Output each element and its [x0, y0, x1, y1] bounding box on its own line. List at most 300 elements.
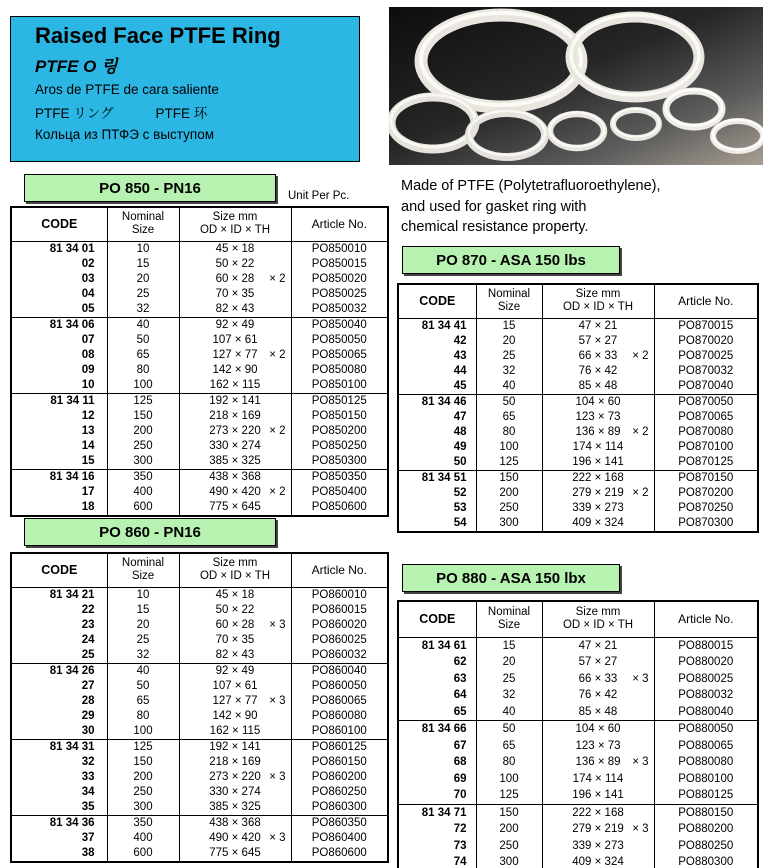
cell-code: 27: [81, 679, 95, 692]
cell-code: 69: [453, 772, 467, 785]
cell-size-mm: [542, 455, 654, 471]
cell-article-no: PO860020: [291, 618, 388, 633]
cell-nominal-size: 350: [107, 469, 179, 485]
cell-article-no: PO850020: [291, 272, 388, 287]
table-row: [398, 486, 758, 501]
table-row: [11, 317, 388, 333]
subtitle-spanish: Aros de PTFE de cara saliente: [35, 82, 219, 97]
cell-code: 14: [81, 439, 95, 452]
cell-size-mm: [542, 854, 654, 868]
thickness-note: × 3: [269, 831, 286, 844]
cell-nominal-size: 250: [476, 838, 542, 855]
cell-article-no: PO870300: [654, 516, 758, 532]
size-od-id: 85 × 48: [578, 705, 618, 718]
size-od-id: 218 × 169: [209, 755, 261, 768]
cell-size-mm: [542, 687, 654, 704]
size-od-id: 107 × 61: [212, 333, 258, 346]
table-row: [11, 694, 388, 709]
cell-nominal-size: 350: [107, 815, 179, 831]
size-od-id: 409 × 324: [572, 856, 624, 868]
column-header-code: CODE: [398, 284, 476, 318]
column-header-nominal-size: [107, 207, 179, 241]
subtitle-japanese: PTFE リング: [35, 106, 114, 121]
cell-nominal-size: 50: [107, 333, 179, 348]
table-row: [11, 663, 388, 679]
size-od-id: 57 × 27: [578, 656, 618, 668]
column-header-nominal-size: [476, 284, 542, 318]
cell-size-mm: [179, 393, 291, 409]
cell-code: 10: [81, 378, 95, 391]
table-row: [11, 333, 388, 348]
cell-article-no: PO880080: [654, 754, 758, 771]
size-od-id: 385 × 325: [209, 800, 261, 813]
cell-code: 73: [453, 839, 467, 852]
header-line: Nominal: [487, 288, 531, 301]
size-od-id: 123 × 73: [575, 410, 621, 423]
table-row: [398, 804, 758, 821]
cell-code: 25: [81, 648, 95, 661]
cell-nominal-size: 300: [476, 854, 542, 868]
cell-nominal-size: 40: [476, 379, 542, 395]
cell-size-mm: [542, 771, 654, 788]
cell-code: 81 34 01: [11, 241, 107, 257]
thickness-note: × 2: [269, 348, 286, 361]
cell-size-mm: [542, 821, 654, 838]
table-header-row: [398, 601, 758, 637]
cell-article-no: PO870150: [654, 470, 758, 486]
table-header-row: [11, 207, 388, 241]
table-row: [11, 648, 388, 664]
cell-size-mm: [542, 516, 654, 532]
size-od-id: 76 × 42: [578, 364, 618, 377]
size-od-id: 339 × 273: [572, 501, 624, 514]
cell-article-no: PO860032: [291, 648, 388, 664]
column-header-code: CODE: [11, 207, 107, 241]
cell-size-mm: [179, 694, 291, 709]
thickness-note: × 2: [632, 486, 649, 499]
cell-article-no: PO850300: [291, 454, 388, 470]
table-row: [11, 500, 388, 516]
cell-code: 81 34 11: [11, 393, 107, 409]
cell-article-no: PO850400: [291, 485, 388, 500]
cell-article-no: PO850125: [291, 393, 388, 409]
column-header-article-no: Article No.: [654, 601, 758, 637]
cell-article-no: PO880032: [654, 687, 758, 704]
subtitle-russian: Кольца из ПТФЭ с выступом: [35, 127, 214, 142]
cell-code: 23: [81, 618, 95, 631]
size-od-id: 136 × 89: [575, 425, 621, 438]
cell-nominal-size: 125: [107, 393, 179, 409]
cell-nominal-size: 50: [107, 679, 179, 694]
size-od-id: 107 × 61: [212, 679, 258, 692]
cell-article-no: PO850025: [291, 287, 388, 302]
cell-size-mm: [542, 704, 654, 721]
cell-nominal-size: 100: [476, 771, 542, 788]
cell-nominal-size: 25: [107, 287, 179, 302]
cell-nominal-size: 400: [107, 831, 179, 846]
table-po860: [10, 552, 389, 863]
cell-size-mm: [542, 364, 654, 379]
cell-code: 81 34 41: [398, 318, 476, 334]
cell-article-no: PO850065: [291, 348, 388, 363]
table-row: [11, 302, 388, 318]
header-line: OD × ID × TH: [199, 224, 271, 237]
header-line: Nominal: [121, 557, 165, 570]
cell-size-mm: [179, 241, 291, 257]
header-line: Size: [131, 570, 155, 583]
cell-size-mm: [179, 709, 291, 724]
size-od-id: 775 × 645: [209, 846, 261, 859]
cell-nominal-size: 65: [107, 694, 179, 709]
cell-nominal-size: 80: [476, 754, 542, 771]
table-row: [398, 854, 758, 868]
cell-code: 17: [81, 485, 95, 498]
size-od-id: 85 × 48: [578, 379, 618, 392]
cell-size-mm: [179, 770, 291, 785]
cell-size-mm: [179, 348, 291, 363]
cell-nominal-size: 20: [476, 654, 542, 671]
table-row: [11, 378, 388, 394]
cell-nominal-size: 20: [107, 272, 179, 287]
cell-article-no: PO860010: [291, 587, 388, 603]
cell-nominal-size: 65: [476, 410, 542, 425]
size-od-id: 222 × 168: [572, 471, 624, 484]
table-header-row: [11, 553, 388, 587]
cell-size-mm: [542, 787, 654, 804]
cell-nominal-size: 65: [476, 738, 542, 755]
size-od-id: 127 × 77: [212, 694, 258, 707]
column-header-article-no: Article No.: [654, 284, 758, 318]
thickness-note: × 2: [269, 424, 286, 437]
table-row: [11, 363, 388, 378]
cell-nominal-size: 150: [107, 409, 179, 424]
cell-code: 63: [453, 672, 467, 685]
cell-nominal-size: 32: [107, 648, 179, 664]
cell-article-no: PO880150: [654, 804, 758, 821]
size-od-id: 339 × 273: [572, 839, 624, 852]
cell-nominal-size: 32: [476, 687, 542, 704]
table-row: [398, 754, 758, 771]
cell-nominal-size: 80: [107, 709, 179, 724]
table-row: [398, 516, 758, 532]
cell-code: 12: [81, 409, 95, 422]
cell-nominal-size: 250: [107, 785, 179, 800]
header-line: Size mm: [575, 288, 621, 301]
cell-code: 70: [453, 789, 467, 801]
table-row: [398, 738, 758, 755]
cell-code: 81 34 51: [398, 470, 476, 486]
cell-article-no: PO880200: [654, 821, 758, 838]
cell-size-mm: [179, 831, 291, 846]
cell-nominal-size: 40: [107, 663, 179, 679]
cell-nominal-size: 300: [476, 516, 542, 532]
cell-nominal-size: 15: [476, 637, 542, 654]
cell-size-mm: [542, 334, 654, 349]
cell-size-mm: [179, 755, 291, 770]
cell-code: 22: [81, 603, 95, 616]
cell-article-no: PO870250: [654, 501, 758, 516]
size-od-id: 273 × 220: [209, 424, 261, 437]
size-od-id: 162 × 115: [209, 378, 261, 391]
size-od-id: 438 × 368: [209, 816, 261, 829]
cell-code: 37: [81, 831, 95, 844]
table-row: [11, 800, 388, 816]
cell-size-mm: [179, 333, 291, 348]
cell-nominal-size: 300: [107, 800, 179, 816]
cell-code: 54: [453, 516, 467, 529]
cell-nominal-size: 200: [476, 486, 542, 501]
column-header-code: CODE: [398, 601, 476, 637]
size-od-id: 162 × 115: [209, 724, 261, 737]
cell-code: 53: [453, 501, 467, 514]
table-header-row: [398, 284, 758, 318]
cell-article-no: PO860065: [291, 694, 388, 709]
header-line: Size: [497, 619, 521, 632]
header-line: Size mm: [212, 211, 258, 224]
table-row: [11, 393, 388, 409]
table-row: [11, 724, 388, 740]
description-line: and used for gasket ring with: [401, 198, 587, 215]
size-od-id: 60 × 28: [215, 618, 255, 631]
size-od-id: 45 × 18: [215, 242, 255, 255]
cell-article-no: PO850032: [291, 302, 388, 318]
cell-code: 18: [81, 500, 95, 513]
cell-nominal-size: 150: [476, 804, 542, 821]
cell-size-mm: [542, 349, 654, 364]
table-row: [398, 787, 758, 804]
cell-code: 81 34 66: [398, 721, 476, 738]
size-od-id: 142 × 90: [212, 709, 258, 722]
cell-article-no: PO850015: [291, 257, 388, 272]
cell-article-no: PO850100: [291, 378, 388, 394]
cell-nominal-size: 80: [107, 363, 179, 378]
cell-code: 45: [453, 379, 467, 392]
cell-size-mm: [179, 846, 291, 862]
cell-size-mm: [179, 500, 291, 516]
size-od-id: 57 × 27: [578, 334, 618, 347]
cell-nominal-size: 150: [476, 470, 542, 486]
size-od-id: 775 × 645: [209, 500, 261, 513]
table-row: [11, 679, 388, 694]
cell-size-mm: [542, 410, 654, 425]
size-od-id: 438 × 368: [209, 470, 261, 483]
cell-article-no: PO860400: [291, 831, 388, 846]
cell-code: 29: [81, 709, 95, 722]
cell-code: 35: [81, 800, 95, 813]
size-od-id: 218 × 169: [209, 409, 261, 422]
size-od-id: 279 × 219: [572, 486, 624, 499]
cell-code: 81 34 16: [11, 469, 107, 485]
table-row: [11, 785, 388, 800]
cell-size-mm: [179, 257, 291, 272]
table-row: [398, 334, 758, 349]
cell-size-mm: [179, 618, 291, 633]
cell-article-no: PO870200: [654, 486, 758, 501]
cell-code: 81 34 46: [398, 394, 476, 410]
cell-nominal-size: 15: [107, 257, 179, 272]
cell-size-mm: [179, 454, 291, 470]
table-row: [398, 821, 758, 838]
cell-article-no: PO870015: [654, 318, 758, 334]
cell-article-no: PO870065: [654, 410, 758, 425]
size-od-id: 66 × 33: [578, 349, 618, 362]
cell-code: 52: [453, 486, 467, 499]
cell-code: 24: [81, 633, 95, 646]
cell-code: 81 34 06: [11, 317, 107, 333]
cell-nominal-size: 15: [476, 318, 542, 334]
size-od-id: 409 × 324: [572, 516, 624, 529]
product-photo: [389, 7, 763, 165]
cell-code: 81 34 71: [398, 804, 476, 821]
cell-article-no: PO880300: [654, 854, 758, 868]
size-od-id: 45 × 18: [215, 588, 255, 601]
table-row: [398, 721, 758, 738]
table-title-po880: PO 880 - ASA 150 lbx: [402, 564, 620, 592]
cell-size-mm: [179, 287, 291, 302]
thickness-note: × 3: [269, 770, 286, 783]
cell-size-mm: [179, 439, 291, 454]
cell-size-mm: [542, 379, 654, 395]
cell-article-no: PO860100: [291, 724, 388, 740]
cell-size-mm: [179, 785, 291, 800]
table-title-po850: PO 850 - PN16: [24, 174, 276, 202]
size-od-id: 47 × 21: [578, 639, 618, 652]
cell-article-no: PO870025: [654, 349, 758, 364]
cell-article-no: PO850200: [291, 424, 388, 439]
cell-code: 81 34 21: [11, 587, 107, 603]
cell-article-no: PO860080: [291, 709, 388, 724]
column-header-size-mm: [179, 553, 291, 587]
header-line: Size mm: [212, 557, 258, 570]
cell-nominal-size: 100: [107, 724, 179, 740]
cell-nominal-size: 125: [476, 455, 542, 471]
cell-size-mm: [179, 633, 291, 648]
table-row: [398, 637, 758, 654]
column-header-code: CODE: [11, 553, 107, 587]
table-row: [11, 287, 388, 302]
description-line: Made of PTFE (Polytetrafluoroethylene),: [401, 178, 661, 194]
cell-size-mm: [179, 409, 291, 424]
cell-code: 33: [81, 770, 95, 783]
description-line: chemical resistance property.: [401, 219, 589, 236]
table-row: [398, 704, 758, 721]
cell-size-mm: [542, 804, 654, 821]
thickness-note: × 3: [632, 672, 649, 685]
table-row: [398, 470, 758, 486]
cell-article-no: PO860600: [291, 846, 388, 862]
cell-nominal-size: 600: [107, 500, 179, 516]
cell-code: 42: [453, 334, 467, 347]
table-row: [398, 501, 758, 516]
cell-code: 32: [81, 755, 95, 768]
cell-nominal-size: 50: [476, 394, 542, 410]
cell-size-mm: [179, 724, 291, 740]
cell-code: 48: [453, 425, 467, 438]
size-od-id: 273 × 220: [209, 770, 261, 783]
cell-size-mm: [542, 671, 654, 688]
size-od-id: 92 × 49: [215, 664, 255, 677]
thickness-note: × 2: [269, 272, 286, 285]
size-od-id: 92 × 49: [215, 318, 255, 331]
cell-code: 30: [81, 724, 95, 737]
table-row: [398, 364, 758, 379]
subtitle-japanese-chinese: [35, 102, 349, 122]
cell-nominal-size: 40: [476, 704, 542, 721]
cell-article-no: PO880250: [654, 838, 758, 855]
thickness-note: × 2: [632, 349, 649, 362]
table-row: [11, 618, 388, 633]
cell-article-no: PO880065: [654, 738, 758, 755]
cell-code: 28: [81, 694, 95, 707]
table-row: [11, 633, 388, 648]
cell-nominal-size: 150: [107, 755, 179, 770]
table-row: [11, 485, 388, 500]
product-description: [401, 176, 757, 238]
cell-nominal-size: 400: [107, 485, 179, 500]
cell-code: 34: [81, 785, 95, 798]
cell-article-no: PO860350: [291, 815, 388, 831]
thickness-note: × 3: [269, 618, 286, 631]
cell-code: 47: [453, 410, 467, 423]
cell-code: 09: [81, 363, 95, 376]
cell-article-no: PO860200: [291, 770, 388, 785]
cell-size-mm: [542, 318, 654, 334]
cell-size-mm: [179, 378, 291, 394]
size-od-id: 222 × 168: [572, 806, 624, 819]
cell-code: 62: [453, 656, 467, 668]
subtitle-korean: PTFE O 링: [35, 57, 118, 76]
thickness-note: × 3: [632, 756, 649, 768]
cell-code: 68: [453, 756, 467, 768]
cell-code: 67: [453, 739, 467, 752]
table-row: [11, 424, 388, 439]
cell-size-mm: [179, 485, 291, 500]
cell-size-mm: [179, 648, 291, 664]
size-od-id: 82 × 43: [215, 648, 255, 661]
size-od-id: 50 × 22: [215, 257, 255, 270]
cell-code: 15: [81, 454, 95, 467]
cell-size-mm: [179, 663, 291, 679]
cell-nominal-size: 100: [476, 440, 542, 455]
table-row: [11, 770, 388, 785]
cell-article-no: PO860050: [291, 679, 388, 694]
cell-article-no: PO850250: [291, 439, 388, 454]
cell-article-no: PO850150: [291, 409, 388, 424]
size-od-id: 192 × 141: [209, 740, 261, 753]
cell-size-mm: [542, 425, 654, 440]
cell-article-no: PO850080: [291, 363, 388, 378]
table-row: [11, 831, 388, 846]
cell-size-mm: [179, 815, 291, 831]
cell-nominal-size: 20: [476, 334, 542, 349]
cell-nominal-size: 600: [107, 846, 179, 862]
product-title-box: [10, 16, 360, 162]
table-row: [398, 379, 758, 395]
size-od-id: 70 × 35: [215, 633, 255, 646]
column-header-size-mm: [542, 284, 654, 318]
cell-article-no: PO880100: [654, 771, 758, 788]
size-od-id: 174 × 114: [572, 440, 624, 453]
size-od-id: 136 × 89: [575, 756, 621, 768]
size-od-id: 490 × 420: [209, 485, 261, 498]
table-row: [11, 587, 388, 603]
size-od-id: 279 × 219: [572, 823, 624, 835]
table-po870: [397, 283, 759, 533]
table-row: [11, 603, 388, 618]
cell-size-mm: [542, 440, 654, 455]
cell-size-mm: [179, 587, 291, 603]
cell-size-mm: [542, 637, 654, 654]
